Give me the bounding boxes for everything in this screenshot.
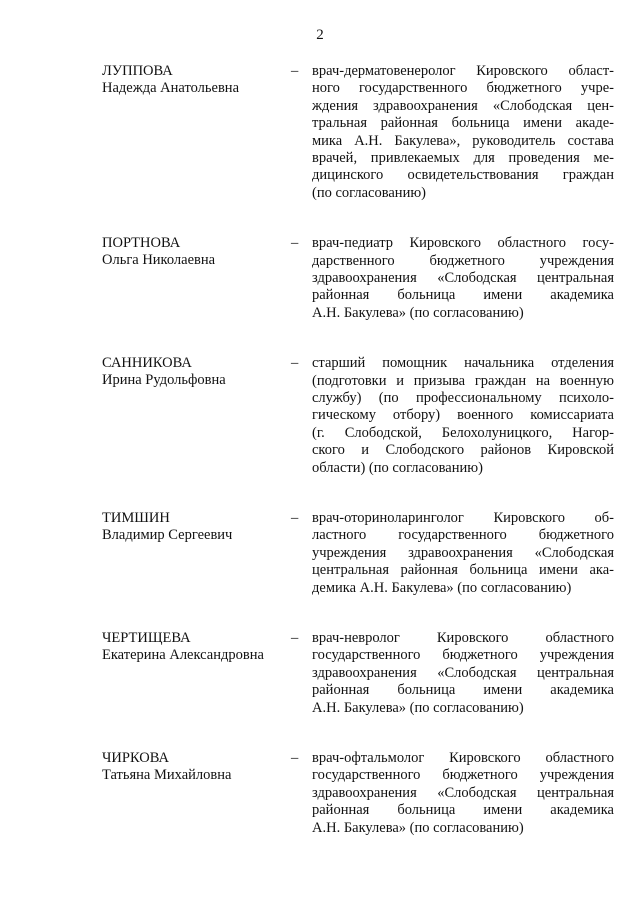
position-line: тральная районная больница имени акаде- [312, 115, 614, 132]
position-line: врач-дерматовенеролог Кировского област- [312, 63, 614, 79]
member-surname: САННИКОВА [102, 355, 192, 372]
position-line: здравоохранения «Слободская центральная [312, 270, 614, 286]
member-entry [0, 235, 640, 322]
member-given-names: Ирина Рудольфовна [102, 372, 226, 389]
position-line: дицинского освидетельствования граждан [312, 167, 614, 184]
position-line: службу) (по профессиональному психоло- [312, 390, 614, 406]
position-line: врач-офтальмолог Кировского областного [312, 749, 614, 766]
member-entry [0, 355, 640, 477]
position-line: старший помощник начальника отделения [312, 355, 614, 372]
entry-dash: – [291, 235, 299, 252]
member-name [102, 63, 292, 97]
member-surname: ЧИРКОВА [102, 749, 169, 766]
position-line: государственного бюджетного учреждения [312, 647, 614, 664]
member-position [312, 750, 614, 837]
member-name [102, 750, 292, 784]
entry-dash: – [291, 63, 299, 79]
position-line: районная больница имени академика [312, 287, 614, 304]
position-line: ластного государственного бюджетного [312, 527, 614, 544]
member-position [312, 355, 614, 477]
position-line: А.Н. Бакулева» (по согласованию) [312, 819, 524, 836]
member-name [102, 355, 292, 389]
member-name [102, 630, 292, 664]
member-entry [0, 510, 640, 597]
member-given-names: Татьяна Михайловна [102, 766, 232, 783]
member-surname: ЧЕРТИЩЕВА [102, 629, 191, 646]
member-position [312, 510, 614, 597]
member-given-names: Екатерина Александровна [102, 646, 264, 663]
position-line: государственного бюджетного учреждения [312, 767, 614, 784]
page-number: 2 [316, 27, 324, 43]
member-surname: ТИМШИН [102, 509, 170, 526]
position-line: (подготовки и призыва граждан на военную [312, 372, 614, 389]
member-surname: ЛУППОВА [102, 63, 173, 79]
position-line: здравоохранения «Слободская центральная [312, 784, 614, 801]
member-position [312, 63, 614, 202]
position-line: мика А.Н. Бакулева», руководитель состава [312, 132, 614, 149]
position-line: области) (по согласованию) [312, 459, 483, 476]
position-line: центральная районная больница имени ака- [312, 562, 614, 579]
member-given-names: Надежда Анатольевна [102, 80, 239, 96]
position-line: (по согласованию) [312, 184, 426, 201]
position-line: ждения здравоохранения «Слободская цен- [312, 97, 614, 114]
entry-dash: – [291, 355, 299, 372]
member-given-names: Ольга Николаевна [102, 252, 216, 269]
member-surname: ПОРТНОВА [102, 235, 181, 252]
position-line: демика А.Н. Бакулева» (по согласованию) [312, 579, 572, 596]
position-line: врачей, привлекаемых для проведения ме- [312, 150, 614, 167]
position-line: ского и Слободского районов Кировской [312, 442, 614, 459]
member-entry [0, 630, 640, 717]
position-line: районная больница имени академика [312, 682, 614, 699]
position-line: учреждения здравоохранения «Слободская [312, 544, 614, 561]
member-name [102, 510, 292, 544]
position-line: ного государственного бюджетного учре- [312, 80, 614, 97]
entry-dash: – [291, 749, 299, 766]
commission-member-list [0, 63, 640, 870]
position-line: (г. Слободской, Белохолуницкого, Нагор- [312, 424, 614, 441]
entry-dash: – [291, 509, 299, 526]
position-line: районная больница имени академика [312, 802, 614, 819]
member-position [312, 235, 614, 322]
position-line: врач-невролог Кировского областного [312, 629, 614, 646]
position-line: врач-оториноларинголог Кировского об- [312, 509, 614, 526]
member-entry [0, 750, 640, 837]
position-line: гическому отбору) военного комиссариата [312, 407, 614, 424]
position-line: А.Н. Бакулева» (по согласованию) [312, 699, 524, 716]
member-name [102, 235, 292, 269]
member-entry [0, 63, 640, 202]
member-position [312, 630, 614, 717]
entry-dash: – [291, 629, 299, 646]
position-line: здравоохранения «Слободская центральная [312, 664, 614, 681]
member-given-names: Владимир Сергеевич [102, 526, 233, 543]
position-line: А.Н. Бакулева» (по согласованию) [312, 304, 524, 321]
position-line: врач-педиатр Кировского областного госу- [312, 235, 614, 252]
position-line: дарственного бюджетного учреждения [312, 252, 614, 269]
